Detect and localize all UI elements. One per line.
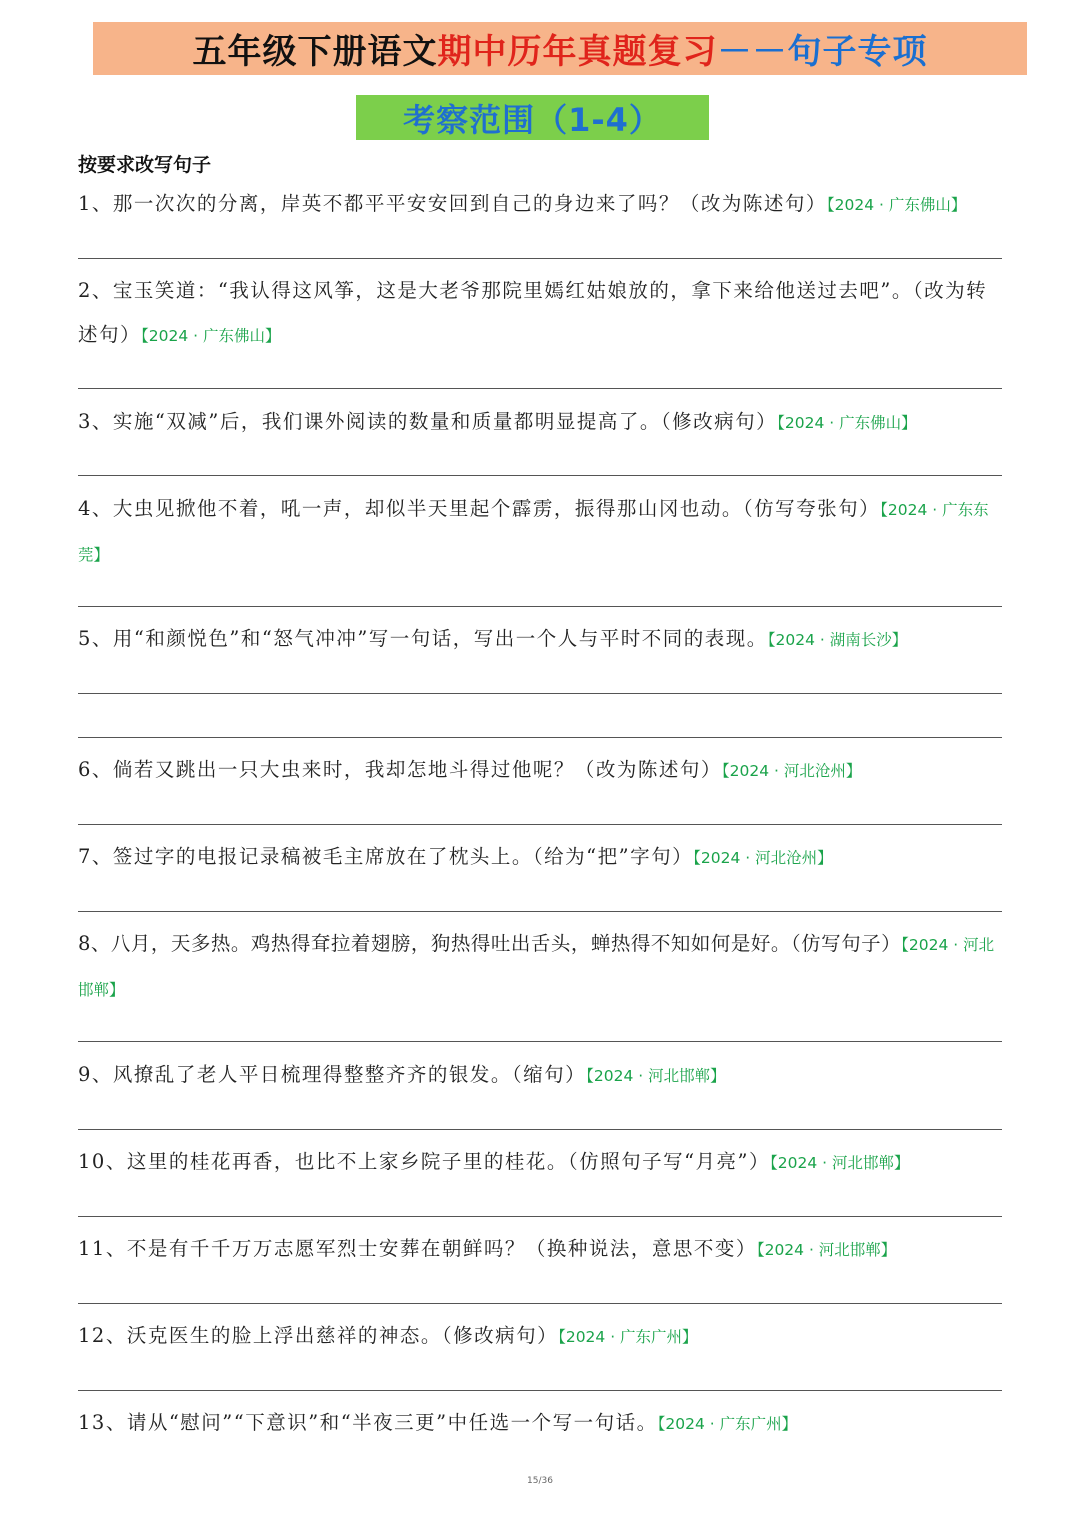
question-source-tag: 【2024 · 湖南长沙】 xyxy=(767,631,908,649)
answer-line[interactable] xyxy=(78,911,1002,912)
question-13 xyxy=(78,1401,1002,1446)
question-source-tag: 【2024 · 广东佛山】 xyxy=(826,196,967,214)
question-5 xyxy=(78,617,1002,662)
answer-line[interactable] xyxy=(78,258,1002,259)
question-source-tag: 【2024 · 河北邯郸】 xyxy=(78,936,995,999)
question-source-tag: 【2024 · 河北沧州】 xyxy=(721,762,862,780)
question-source-tag: 【2024 · 广东广州】 xyxy=(657,1415,798,1433)
question-12 xyxy=(78,1314,1002,1359)
answer-line[interactable] xyxy=(78,1216,1002,1217)
question-source-tag: 【2024 · 广东东莞】 xyxy=(78,501,989,564)
question-text: 2、宝玉笑道：“我认得这风筝，这是大老爷那院里嫣红姑娘放的，拿下来给他送过去吧”。（改为转述句） xyxy=(78,279,988,346)
scope-banner: 考察范围（1-4） xyxy=(356,95,709,140)
question-source-tag: 【2024 · 河北沧州】 xyxy=(693,849,833,867)
answer-line[interactable] xyxy=(78,824,1002,825)
title-review: 期中历年真题复习 xyxy=(437,32,718,72)
question-1 xyxy=(78,182,1002,227)
question-text: 4、大虫见掀他不着，吼一声，却似半天里起个霹雳，振得那山冈也动。（仿写夸张句） xyxy=(78,497,881,520)
question-text: 13、请从“慰问”“下意识”和“半夜三更”中任选一个写一句话。 xyxy=(78,1411,658,1434)
question-text: 6、倘若又跳出一只大虫来时，我却怎地斗得过他呢？（改为陈述句） xyxy=(78,758,722,781)
question-3 xyxy=(78,400,1002,445)
question-text: 1、那一次次的分离，岸英不都平平安安回到自己的身边来了吗？（改为陈述句） xyxy=(78,192,827,215)
answer-line[interactable] xyxy=(78,388,1002,389)
question-8 xyxy=(78,922,1002,1012)
answer-line[interactable] xyxy=(78,1303,1002,1304)
answer-line[interactable] xyxy=(78,693,1002,694)
answer-line[interactable] xyxy=(78,1390,1002,1391)
question-source-tag: 【2024 · 河北邯郸】 xyxy=(770,1154,910,1172)
question-source-tag: 【2024 · 河北邯郸】 xyxy=(586,1067,726,1085)
title-grade: 五年级下册语文 xyxy=(192,32,438,72)
title-banner xyxy=(93,22,1027,75)
question-6 xyxy=(78,748,1002,793)
question-source-tag: 【2024 · 广东佛山】 xyxy=(777,414,917,432)
answer-line[interactable] xyxy=(78,1129,1002,1130)
question-source-tag: 【2024 · 广东佛山】 xyxy=(141,327,281,345)
question-text: 10、这里的桂花再香，也比不上家乡院子里的桂花。（仿照句子写“月亮”） xyxy=(78,1150,771,1173)
question-10 xyxy=(78,1140,1002,1185)
answer-line[interactable] xyxy=(78,475,1002,476)
answer-line[interactable] xyxy=(78,737,1002,738)
question-7 xyxy=(78,835,1002,880)
question-text: 8、八月，天多热。鸡热得耷拉着翅膀，狗热得吐出舌头，蝉热得不知如何是好。（仿写句子） xyxy=(78,932,902,955)
section-title: 按要求改写句子 xyxy=(78,154,212,176)
question-11 xyxy=(78,1227,1002,1272)
question-2 xyxy=(78,269,1002,358)
question-text: 9、风撩乱了老人平日梳理得整整齐齐的银发。（缩句） xyxy=(78,1063,587,1086)
question-source-tag: 【2024 · 河北邯郸】 xyxy=(756,1241,897,1259)
question-source-tag: 【2024 · 广东广州】 xyxy=(558,1328,698,1346)
question-text: 11、不是有千千万万志愿军烈士安葬在朝鲜吗？（换种说法，意思不变） xyxy=(78,1237,757,1260)
question-text: 5、用“和颜悦色”和“怒气冲冲”写一句话，写出一个人与平时不同的表现。 xyxy=(78,627,768,650)
question-text: 3、实施“双减”后，我们课外阅读的数量和质量都明显提高了。（修改病句） xyxy=(78,410,778,433)
answer-line[interactable] xyxy=(78,606,1002,607)
title-topic: －－句子专项 xyxy=(717,32,928,72)
question-9 xyxy=(78,1053,1002,1098)
question-text: 12、沃克医生的脸上浮出慈祥的神态。（修改病句） xyxy=(78,1324,559,1347)
answer-line[interactable] xyxy=(78,1041,1002,1042)
question-4 xyxy=(78,487,1002,577)
question-text: 7、签过字的电报记录稿被毛主席放在了枕头上。（给为“把”字句） xyxy=(78,845,694,868)
page-number: 15/36 xyxy=(527,1476,553,1486)
